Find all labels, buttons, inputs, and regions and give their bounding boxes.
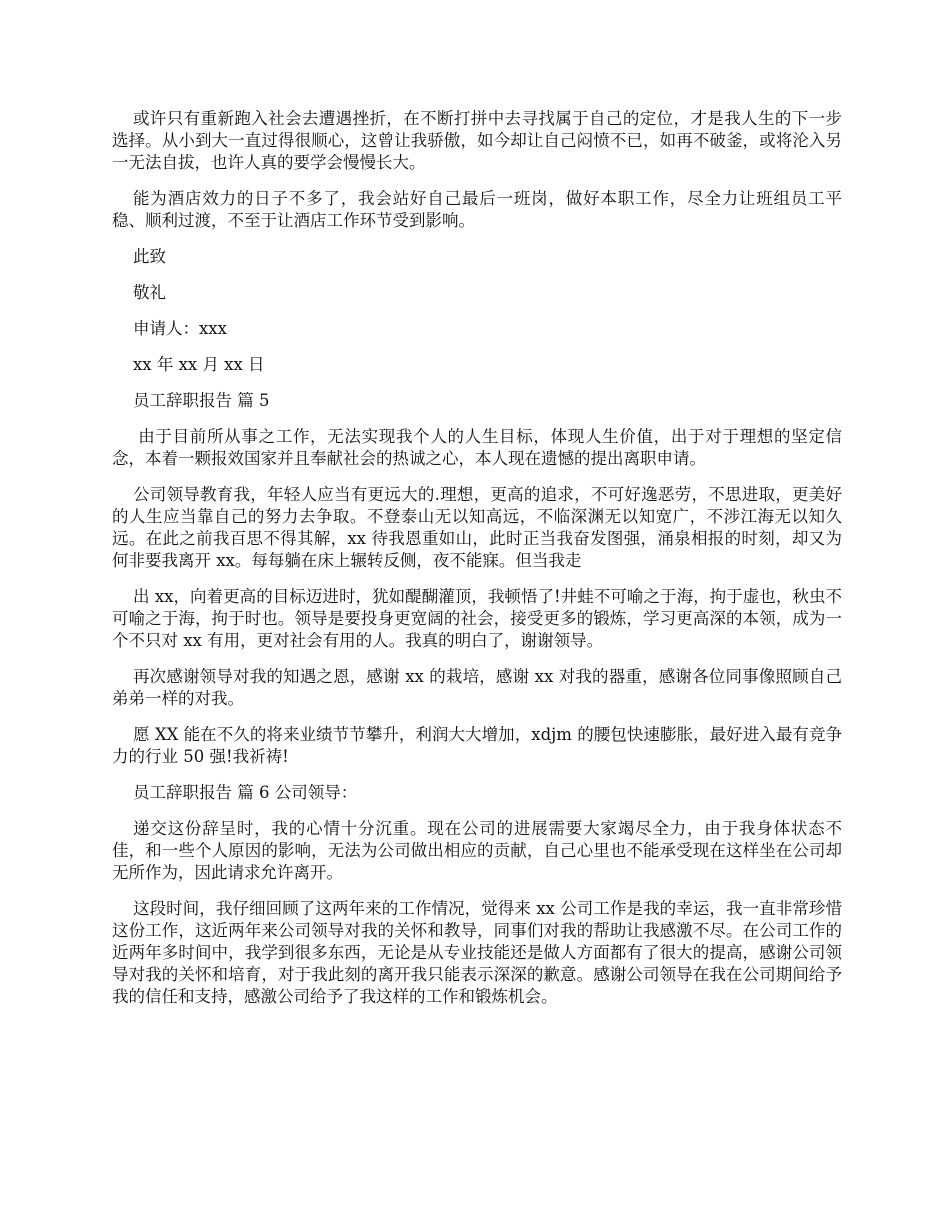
paragraph-gratitude: 再次感谢领导对我的知遇之恩，感谢 xx 的栽培，感谢 xx 对我的器重，感谢各位同事像照顾自己弟弟一样的对我。 — [112, 667, 842, 708]
section-heading-5: 员工辞职报告 篇 5 — [132, 391, 270, 410]
section-heading-6: 员工辞职报告 篇 6 公司领导： — [132, 783, 358, 802]
applicant-signature: 申请人：xxx — [132, 319, 227, 338]
paragraph-final-duty: 能为酒店效力的日子不多了，我会站好自己最后一班岗，做好本职工作，尽全力让班组员工平稳、顺利过渡，不至于让酒店工作环节受到影响。 — [112, 189, 842, 230]
paragraph-resignation-reason: 由于目前所从事之工作，无法实现我个人的人生目标，体现人生价值，出于对于理想的坚定信念，本着一颗报效国家并且奉献社会的热诚之心，本人现在遗憾的提出离职申请。 — [112, 427, 842, 468]
letter-date: xx 年 xx 月 xx 日 — [132, 355, 265, 374]
document-body — [112, 108, 842, 1022]
paragraph-heavy-heart: 递交这份辞呈时，我的心情十分沉重。现在公司的进展需要大家竭尽全力，由于我身体状态不佳，和一些个人原因的影响，无法为公司做出相应的贡献，自己心里也不能承受现在这样坐在公司却无所作为，因此请求允许离开。 — [112, 819, 842, 882]
paragraph-enlightenment: 出 xx，向着更高的目标迈进时，犹如醍醐灌顶，我顿悟了!井蛙不可喻之于海，拘于虚也，秋虫不可喻之于海，拘于时也。领导是要投身更宽阔的社会，接受更多的锻炼，学习更高深的本领，成为一个不只对 xx 有用，更对社会有用的人。我真的明白了，谢谢领导。 — [112, 587, 842, 650]
closing-salutation: 此致 — [132, 247, 166, 266]
paragraph-two-years-review: 这段时间，我仔细回顾了这两年来的工作情况，觉得来 xx 公司工作是我的幸运，我一直非常珍惜这份工作，这近两年来公司领导对我的关怀和教导，同事们对我的帮助让我感激不尽。在公司工作的近两年多时间中，我学到很多东西，无论是从专业技能还是做人方面都有了很大的提高，感谢公司领导对我的关怀和培育，对于我此刻的离开我只能表示深深的歉意。感谢公司领导在我在公司期间给予我的信任和支持，感激公司给予了我这样的工作和锻炼机会。 — [112, 899, 842, 1006]
paragraph-best-wishes: 愿 XX 能在不久的将来业绩节节攀升，利润大大增加，xdjm 的腰包快速膨胀，最好进入最有竞争力的行业 50 强!我祈祷! — [112, 725, 842, 766]
paragraph-setback: 或许只有重新跑入社会去遭遇挫折，在不断打拼中去寻找属于自己的定位，才是我人生的下一步选择。从小到大一直过得很顺心，这曾让我骄傲，如今却让自己闷愤不已，如再不破釜，或将沦入另一无法自拔，也许人真的要学会慢慢长大。 — [112, 109, 842, 172]
closing-regards: 敬礼 — [132, 283, 166, 302]
paragraph-leadership-education: 公司领导教育我，年轻人应当有更远大的.理想，更高的追求，不可好逸恶劳，不思进取，更美好的人生应当靠自己的努力去争取。不登泰山无以知高远，不临深渊无以知宽广，不涉江海无以知久远。在此之前我百思不得其解，xx 待我恩重如山，此时正当我奋发图强，涌泉相报的时刻，却又为何非要我离开 xx。每每躺在床上辗转反侧，夜不能寐。但当我走 — [112, 485, 842, 570]
